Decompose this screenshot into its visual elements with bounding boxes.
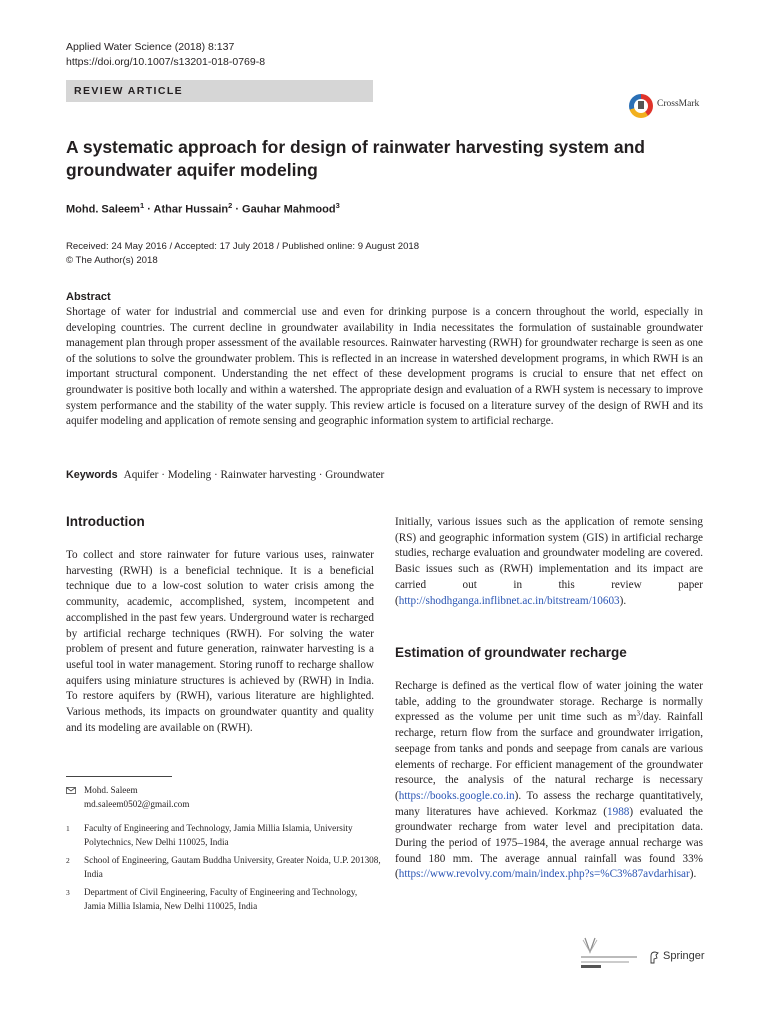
kacst-logo-icon — [579, 936, 639, 970]
affiliation-footnote — [66, 822, 386, 852]
paragraph-text: ) evaluated the groundwater recharge from water level and precipitation data. During the period of 1975–1984, the average annual recharge was found 180 mm. The average annual rainfall was found 33% ( — [395, 805, 703, 881]
affiliation-number: 3 — [66, 888, 70, 897]
springer-horse-icon — [648, 950, 660, 964]
paragraph-text: ). — [619, 594, 627, 607]
author-name[interactable]: Mohd. Saleem — [66, 203, 140, 216]
crossmark-label: CrossMark — [657, 99, 700, 109]
crossmark-badge[interactable] — [629, 93, 725, 121]
contact-email[interactable]: md.saleem0502@gmail.com — [84, 798, 190, 809]
introduction-heading: Introduction — [66, 514, 145, 529]
history-dates: Received: 24 May 2016 / Accepted: 17 July 2018 / Published online: 9 August 2018 — [66, 241, 420, 252]
affiliation-footnote — [66, 886, 386, 930]
recharge-heading: Estimation of groundwater recharge — [395, 645, 627, 660]
affiliation-text: School of Engineering, Gautam Buddha University, Greater Noida, U.P. 201308, India — [84, 855, 381, 879]
journal-header — [66, 40, 265, 70]
article-title: A systematic approach for design of rainwater harvesting system and groundwater aquifer modeling — [66, 137, 645, 180]
recharge-paragraph — [395, 679, 703, 883]
paragraph-text: Initially, various issues such as the application of remote sensing (RS) and geographic information system (GIS) in artificial recharge studies, recharge evaluation and groundwater modeling are covered. Basic issues such as (RWH) implementation and its impact are carried out in this review paper ( — [395, 516, 703, 607]
author-affiliation-mark: 3 — [335, 201, 340, 210]
affiliation-text: Faculty of Engineering and Technology, Jamia Millia Islamia, University Polytechnics, New Delhi 110025, India — [84, 823, 353, 847]
affiliation-footnote — [66, 854, 386, 884]
google-books-link[interactable]: https://books.google.co.in — [398, 789, 515, 802]
paragraph-text: ). — [689, 868, 697, 881]
envelope-icon — [66, 787, 76, 794]
abstract-text: Shortage of water for industrial and commercial use and even for drinking purpose is a concern throughout the world, especially in developing countries. The current decline in groundwater availability in India necessitates the formulation of sustainable groundwater management plan through proper assessment of the available resources. Rainwater harvesting (RWH) for groundwater recharge is seen as one of the solutions to solve the groundwater problem. This is reflected in an increase in watershed development programs, in which RWH is an important structural component. Understanding the net effect of these development programs is crucial to ensure that net effect on groundwater is positive both locally and within a watershed. The appropriate design and evaluation of a RWH system is necessary to improve system performance and the stability of the water supply. This review article is focused on a literature survey of the design of RWH and its aquifer modeling and application of remote sensing and geographic information system to artificial recharge. — [66, 306, 703, 428]
keywords-line — [66, 469, 384, 481]
citation-year-link[interactable]: 1988 — [607, 805, 630, 818]
superscript: 3 — [636, 709, 640, 718]
paragraph-text: ). To assess the recharge quantitatively, many literatures have achieved. Korkmaz ( — [395, 789, 703, 818]
paragraph-text: Recharge is defined as the vertical flow of water joining the water table, adding to the groundwater storage. Recharge is normally expressed as the volume per unit time such as m — [395, 680, 703, 724]
affiliation-number: 2 — [66, 856, 70, 865]
copyright-line: © The Author(s) 2018 — [66, 255, 158, 266]
affiliation-text: Department of Civil Engineering, Faculty of Engineering and Technology, Jamia Millia Islamia, New Delhi 110025, India — [84, 887, 358, 911]
author-affiliation-mark: 1 — [139, 201, 145, 210]
revolvy-link[interactable]: https://www.revolvy.com/main/index.php?s=%C3%87avdarhisar — [398, 868, 690, 881]
article-type-band: REVIEW ARTICLE — [66, 80, 373, 102]
paragraph-text: /day. Rainfall recharge, return flow from the surface and groundwater irrigation, seepage from tanks and ponds and seepage from canals are various elements of recharge. For efficient management of the groundwater resource, the analysis of the natural recharge is necessary ( — [395, 711, 703, 802]
introduction-paragraph: To collect and store rainwater for future various uses, rainwater harvesting (RWH) is a beneficial technique. It is a beneficial technique due to a low-cost solution to water crisis among the community, academic, accomplished, system, incompetent and accomplished in the past few years. Underground water is recharged by artificial recharge techniques (RWH). For solving the water problem of present and future generation, rainwater harvesting is a useful tool in water management. Storing runoff to recharge shallow aquifers using miniature structures is achieved by (RWH) in India. To restore aquifers by (RWH), various literature are highlighted. Various methods, its impacts on groundwater quantity and quality and its modeling are available on (RWH). — [66, 549, 374, 734]
publisher-footer — [579, 936, 709, 970]
springer-wordmark: Springer — [663, 950, 705, 962]
author-name[interactable]: Athar Hussain — [153, 203, 229, 216]
abstract-heading: Abstract — [66, 291, 111, 303]
contact-name: Mohd. Saleem — [84, 785, 138, 795]
keywords-text: Aquifer · Modeling · Rainwater harvesting · Groundwater — [123, 469, 385, 481]
author-name[interactable]: Gauhar Mahmood — [242, 203, 336, 216]
affiliation-number: 1 — [66, 824, 70, 833]
author-affiliation-mark: 2 — [228, 201, 233, 210]
author-separator: · — [232, 203, 243, 216]
author-separator: · — [144, 203, 154, 216]
publication-dates — [66, 240, 419, 268]
doi-link[interactable]: https://doi.org/10.1007/s13201-018-0769-8 — [66, 56, 266, 68]
footnote-divider — [66, 776, 172, 777]
author-list — [66, 201, 340, 216]
shodhganga-link[interactable]: http://shodhganga.inflibnet.ac.in/bitstream/10603 — [398, 594, 620, 607]
journal-citation: Applied Water Science (2018) 8:137 — [66, 41, 235, 53]
keywords-label: Keywords — [66, 469, 118, 481]
crossmark-bookmark-icon — [638, 101, 644, 109]
introduction-continued-paragraph — [395, 515, 703, 609]
